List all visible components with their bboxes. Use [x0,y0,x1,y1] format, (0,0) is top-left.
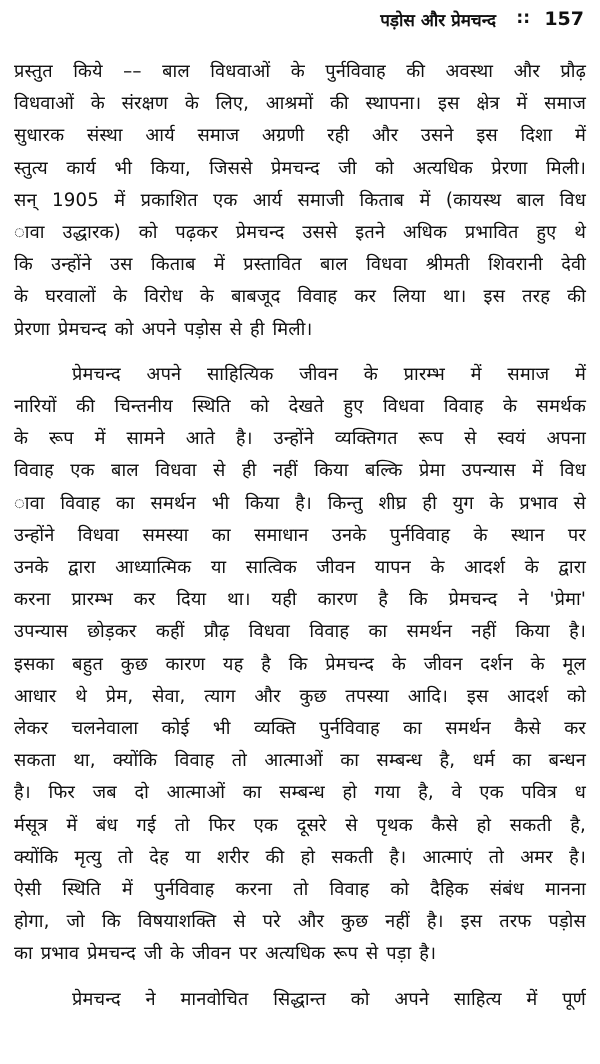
text-line: उन्होंने विधवा समस्या का समाधान उनके पुर्नविवाह के स्थान पर [14,524,586,546]
text-line: लेकर चलनेवाला कोई भी व्यक्ति पुर्नविवाह का समर्थन कैसे कर [14,718,586,740]
text-line: इसका बहुत कुछ कारण यह है कि प्रेमचन्द के जीवन दर्शन के मूल [14,653,586,675]
text-line: नारियों की चिन्तनीय स्थिति को देखते हुए विधवा विवाह के समर्थक [14,396,586,418]
text-line: उपन्यास छोड़कर कहीं प्रौढ़ विधवा विवाह का समर्थन नहीं किया है। [14,621,586,643]
text-line: आधार थे प्रेम, सेवा, त्याग और कुछ तपस्या आदि। इस आदर्श को [14,685,586,707]
text-line: र्मसूत्र में बंध गई तो फिर एक दूसरे से पृथक कैसे हो सकती है, [14,814,586,836]
text-line-last: का प्रभाव प्रेमचन्द जी के जीवन पर अत्यधिक रूप से पड़ा है। [14,943,437,965]
text-line: विवाह एक बाल विधवा से ही नहीं किया बल्कि प्रेमा उपन्यास में विध [14,460,586,482]
text-line: सकता था, क्योंकि विवाह तो आत्माओं का सम्बन्ध है, धर्म का बन्धन [14,750,586,772]
body-text [14,56,586,1016]
paragraph-1 [14,56,586,346]
paragraph-2 [14,359,586,971]
header-separator: :: [516,8,530,28]
text-line: है। फिर जब दो आत्माओं का सम्बन्ध हो गया है, वे एक पवित्र ध [14,782,586,804]
text-line: स्तुत्य कार्य भी किया, जिससे प्रेमचन्द जी को अत्यधिक प्रेरणा मिली। [14,157,586,179]
text-line: सन् 1905 में प्रकाशित एक आर्य समाजी किताब में (कायस्थ बाल विध [14,189,586,211]
text-line: के रूप में सामने आते है। उन्होंने व्यक्तिगत रूप से स्वयं अपना [14,428,586,450]
text-line: कि उन्होंने उस किताब में प्रस्तावित बाल विधवा श्रीमती शिवरानी देवी [14,254,586,276]
text-line: ावा विवाह का समर्थन भी किया है। किन्तु शीघ्र ही युग के प्रभाव से [14,492,586,514]
text-line: उनके द्वारा आध्यात्मिक या सात्विक जीवन यापन के आदर्श के द्वारा [14,557,586,579]
text-line: प्रस्तुत किये –– बाल विधवाओं के पुर्नविवाह की अवस्था और प्रौढ़ [14,61,586,82]
text-line-last: प्रेरणा प्रेमचन्द को अपने पड़ोस से ही मिली। [14,318,313,340]
text-line: क्योंकि मृत्यु तो देह या शरीर की हो सकती है। आत्माएं तो अमर है। [14,846,586,868]
running-header [0,6,600,36]
paragraph-3 [14,984,586,1016]
text-line: के घरवालों के विरोध के बाबजूद विवाह कर लिया था। इस तरह की [14,286,586,308]
page-number: 157 [544,8,584,30]
text-line-indented: प्रेमचन्द अपने साहित्यिक जीवन के प्रारम्भ में समाज में [72,363,586,385]
text-line: होगा, जो कि विषयाशक्ति से परे और कुछ नहीं है। इस तरफ पड़ोस [14,911,586,933]
text-line: ावा उद्धारक) को पढ़कर प्रेमचन्द उससे इतने अधिक प्रभावित हुए थे [14,222,586,244]
text-line: विधवाओं के संरक्षण के लिए, आश्रमों की स्थापना। इस क्षेत्र में समाज [14,93,586,115]
text-line-indented: प्रेमचन्द ने मानवोचित सिद्धान्त को अपने साहित्य में पूर्ण [72,988,586,1010]
text-line: ऐसी स्थिति में पुर्नविवाह करना तो विवाह को दैहिक संबंध मानना [14,879,586,901]
text-line: करना प्रारम्भ कर दिया था। यही कारण है कि प्रेमचन्द ने 'प्रेमा' [14,589,586,611]
text-line: सुधारक संस्था आर्य समाज अग्रणी रही और उसने इस दिशा में [14,125,586,147]
running-title: पड़ोस और प्रेमचन्द [380,11,496,31]
